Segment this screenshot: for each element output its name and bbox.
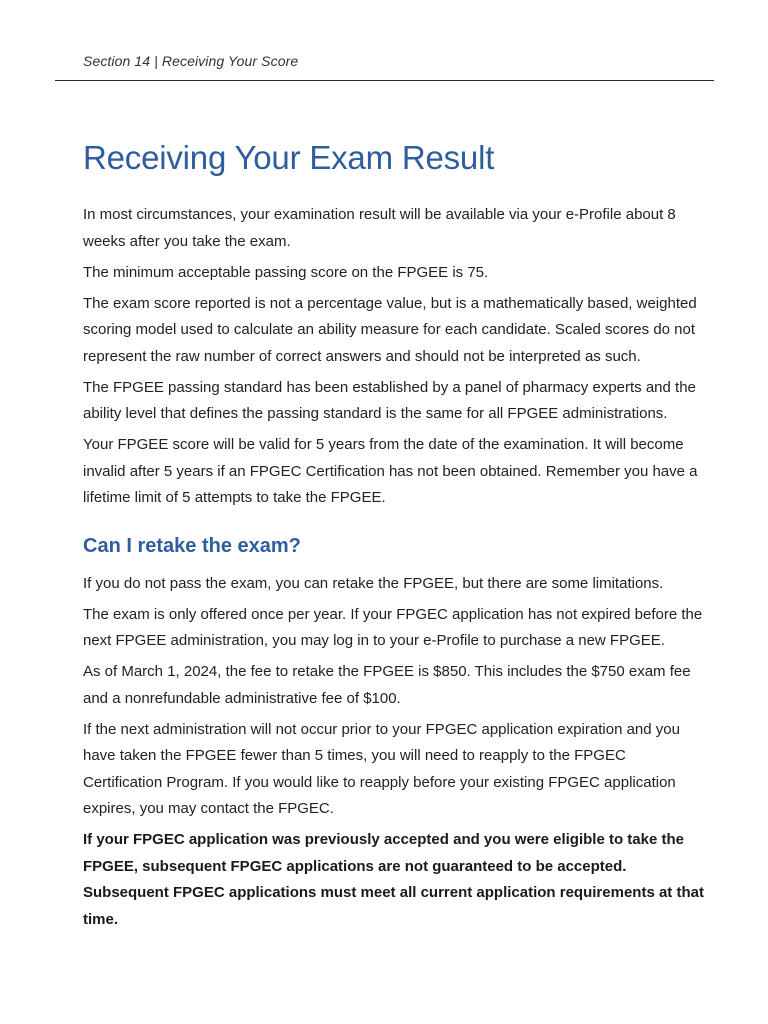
paragraph-passing-score: The minimum acceptable passing score on the FPGEE is 75. <box>83 263 489 281</box>
paragraph-application-notice: If your FPGEC application was previously accepted and you were eligible to take the FPGEE, subsequent FPGEC applications are not guaranteed to be accepted. Subsequent FPGEC applications must meet all current application requirements at that time. <box>83 831 704 928</box>
paragraph-score-model: The exam score reported is not a percentage value, but is a mathematically based, weighted scoring model used to calculate an ability measure for each candidate. Scaled scores do not represent the raw number of correct answers and should not be interpreted as such. <box>83 294 697 365</box>
paragraph-reapply: If the next administration will not occur prior to your FPGEC application expiration and you have taken the FPGEE fewer than 5 times, you will need to reapply to the FPGEC Certification Program. If you would like to reapply before your existing FPGEC application expires, you may contact the FPGEC. <box>83 720 680 817</box>
retake-heading: Can I retake the exam? <box>83 534 301 557</box>
paragraph-retake-fee: As of March 1, 2024, the fee to retake the FPGEE is $850. This includes the $750 exam fee and a nonrefundable administrative fee of $100. <box>83 663 691 707</box>
running-header: Section 14 | Receiving Your Score <box>83 53 299 69</box>
paragraph-exam-frequency: The exam is only offered once per year. If your FPGEC application has not expired before the next FPGEE administration, you may log in to your e-Profile to purchase a new FPGEE. <box>83 605 703 649</box>
page-content <box>83 136 708 938</box>
paragraph-score-validity: Your FPGEE score will be valid for 5 years from the date of the examination. It will become invalid after 5 years if an FPGEC Certification has not been obtained. Remember you have a lifetime limit of 5 attempts to take the FPGEE. <box>83 436 698 506</box>
header-divider <box>55 80 714 81</box>
paragraph-retake-intro: If you do not pass the exam, you can retake the FPGEE, but there are some limitations. <box>83 574 664 592</box>
page-cutoff <box>0 986 768 1024</box>
paragraph-passing-standard: The FPGEE passing standard has been established by a panel of pharmacy experts and the ability level that defines the passing standard is the same for all FPGEE administrations. <box>83 378 696 422</box>
page-title: Receiving Your Exam Result <box>83 139 495 176</box>
paragraph-result-availability: In most circumstances, your examination result will be available via your e-Profile about 8 weeks after you take the exam. <box>83 206 676 250</box>
